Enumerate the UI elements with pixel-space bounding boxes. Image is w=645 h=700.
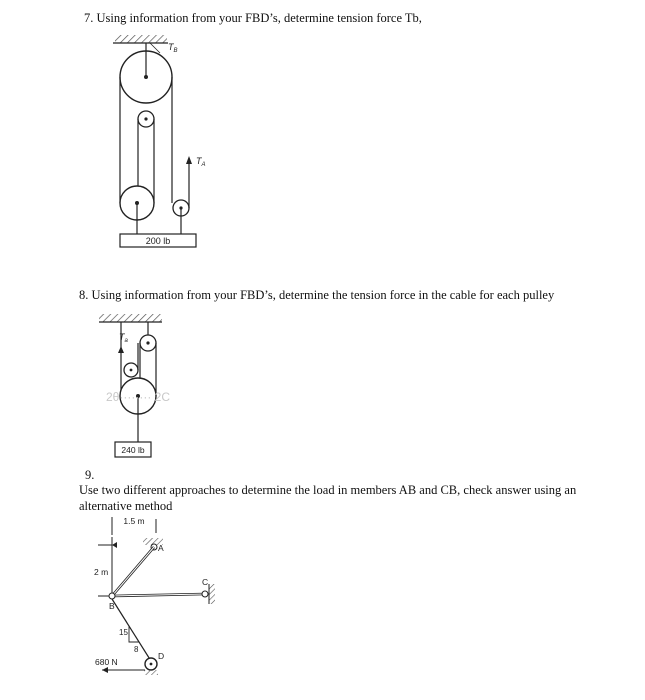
point-b-label: B	[109, 601, 115, 611]
question-8-text: 8. Using information from your FBD’s, determine the tension force in the cable for each pulley	[79, 288, 555, 302]
question-9-line1: Use two different approaches to determine the load in members AB and CB, check answer using an	[79, 483, 577, 497]
load-label-680: 680 N	[95, 657, 118, 667]
load-label-240: 240 lb	[121, 445, 145, 455]
support-c	[209, 584, 215, 604]
tb-label: $T_B$	[168, 42, 178, 54]
question-9-line2: alternative method	[79, 499, 173, 513]
point-a-label: A	[158, 543, 164, 553]
ta-label-2: $T_a$	[119, 332, 128, 344]
dim-left: 2 m	[94, 567, 109, 577]
question-9-number: 9.	[85, 468, 95, 482]
slope-label-8: 8	[134, 645, 139, 654]
point-d-label: D	[158, 651, 165, 661]
point-c-label: C	[202, 577, 209, 587]
question-7-text: 7. Using information from your FBD’s, determine tension force Tb,	[84, 11, 422, 25]
dim-top: 1.5 m	[123, 516, 145, 526]
ta-label: $T_A$	[196, 156, 206, 168]
slope-label-15: 15	[119, 628, 128, 637]
load-label-200: 200 lb	[145, 236, 171, 246]
joint-b	[109, 593, 115, 599]
watermark-text: 2θ········ 2C	[106, 390, 170, 404]
